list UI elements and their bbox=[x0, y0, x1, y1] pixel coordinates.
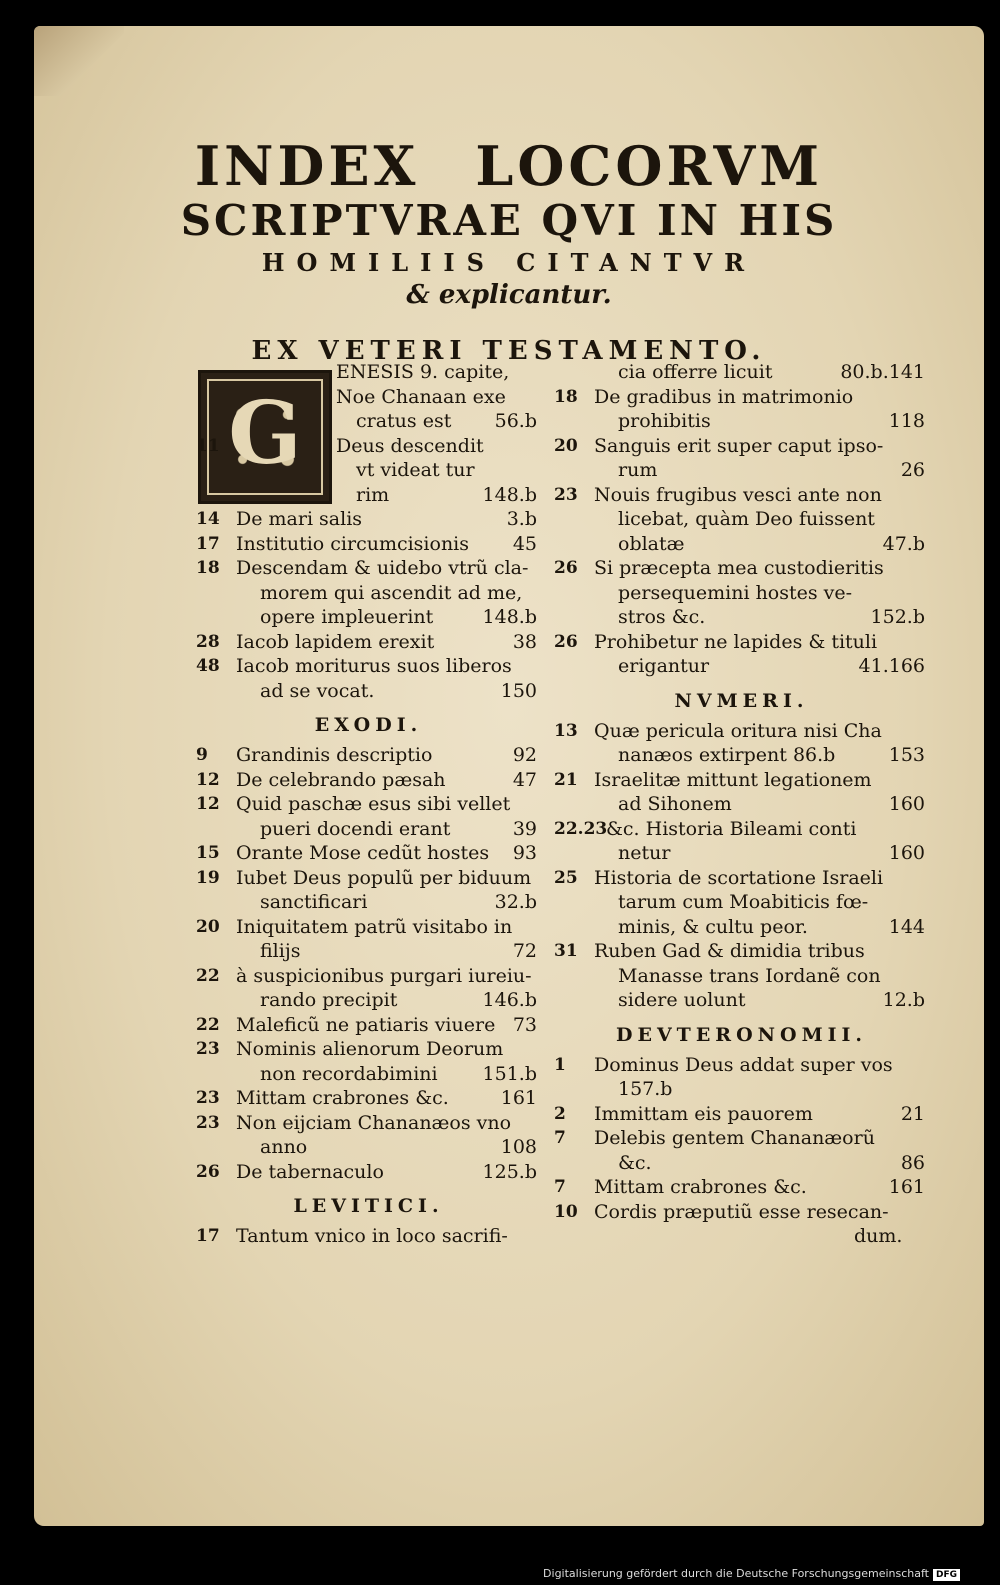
chapter-number: 9 bbox=[196, 745, 208, 765]
page-reference: 144 bbox=[888, 915, 925, 938]
index-entry bbox=[196, 792, 541, 817]
index-entry bbox=[554, 841, 929, 866]
entry-text: cia offerre licuit bbox=[618, 361, 773, 383]
chapter-number: 18 bbox=[196, 558, 220, 578]
index-section-heading: EXODI. bbox=[314, 714, 423, 736]
index-entry bbox=[554, 1151, 929, 1176]
entry-text: Maleficũ ne patiaris viuere bbox=[236, 1013, 496, 1036]
entry-text: pueri docendi erant bbox=[260, 817, 451, 840]
index-entry bbox=[196, 1111, 541, 1136]
chapter-number: 20 bbox=[554, 435, 578, 456]
entry-text: Institutio circumcisionis bbox=[236, 532, 470, 555]
entry-text: Prohibetur ne lapides & tituli bbox=[594, 630, 878, 653]
index-entry bbox=[196, 507, 541, 532]
page-reference: 86 bbox=[900, 1151, 925, 1174]
chapter-number: 22 bbox=[196, 965, 220, 986]
index-entry bbox=[554, 939, 929, 964]
index-entry bbox=[554, 768, 929, 793]
chapter-number: 18 bbox=[554, 386, 578, 407]
title-line-2: SCRIPTVRAE QVI IN HIS bbox=[180, 196, 838, 245]
index-entry bbox=[554, 719, 929, 744]
chapter-number: 28 bbox=[196, 631, 220, 652]
index-entry bbox=[196, 1160, 541, 1185]
index-entry bbox=[554, 915, 929, 940]
entry-text: Deus descendit bbox=[336, 434, 484, 457]
index-section-heading: NVMERI. bbox=[674, 689, 809, 712]
entry-text: ENESIS 9. capite, bbox=[336, 361, 510, 383]
index-entry bbox=[554, 964, 929, 989]
index-entry bbox=[554, 581, 929, 606]
title-line-4: & explicantur. bbox=[406, 280, 612, 310]
page-reference: 32.b bbox=[494, 891, 537, 913]
page-reference: 125.b bbox=[482, 1160, 537, 1183]
page-reference: 45 bbox=[512, 532, 537, 555]
entry-text: Tantum vnico in loco sacrifi- bbox=[236, 1225, 508, 1247]
page-reference: 47.b bbox=[882, 532, 925, 555]
entry-text: Israelitæ mittunt legationem bbox=[594, 768, 872, 791]
chapter-number: 11 bbox=[196, 435, 220, 456]
entry-text: à suspicionibus purgari iureiu- bbox=[236, 964, 532, 987]
entry-text: ad Sihonem bbox=[618, 793, 732, 815]
index-entry bbox=[196, 866, 541, 891]
chapter-number: 12 bbox=[196, 769, 220, 790]
entry-text: Immittam eis pauorem bbox=[594, 1102, 813, 1125]
index-entry bbox=[554, 1053, 929, 1078]
page-reference: 39 bbox=[512, 817, 537, 840]
page-reference: 26 bbox=[900, 459, 925, 481]
index-entry bbox=[554, 1126, 929, 1151]
entry-text: nanæos extirpent 86.b bbox=[618, 744, 836, 766]
entry-text: De tabernaculo bbox=[236, 1160, 384, 1183]
entry-text: Si præcepta mea custodieritis bbox=[594, 557, 884, 579]
page-reference: 118 bbox=[888, 410, 925, 432]
chapter-number: 13 bbox=[554, 720, 578, 741]
index-entry bbox=[554, 458, 929, 483]
entry-text: 157.b bbox=[618, 1078, 673, 1100]
page-reference: 12.b bbox=[882, 989, 925, 1011]
page-reference: 47 bbox=[512, 768, 537, 791]
entry-text: Noe Chanaan exe bbox=[336, 385, 506, 408]
entry-text: Cordis præputiũ esse resecan- bbox=[594, 1200, 889, 1223]
entry-text: prohibitis bbox=[618, 410, 711, 432]
title-line-1 bbox=[34, 134, 984, 198]
index-entry bbox=[196, 1135, 541, 1160]
index-entry bbox=[196, 409, 541, 434]
entry-text: rando precipit bbox=[260, 989, 398, 1011]
page-reference: 153 bbox=[888, 744, 925, 766]
entry-text: Quid paschæ esus sibi vellet bbox=[236, 793, 511, 815]
entry-text: rum bbox=[618, 459, 658, 481]
index-entry bbox=[196, 1224, 541, 1249]
chapter-number: 23 bbox=[196, 1039, 220, 1059]
entry-text: Iacob moriturus suos liberos bbox=[236, 655, 512, 677]
entry-text: Manasse trans Iordanẽ con bbox=[618, 964, 881, 987]
index-entry bbox=[196, 841, 541, 866]
entry-text: Nouis frugibus vesci ante non bbox=[594, 483, 882, 506]
page-reference: 93 bbox=[512, 842, 537, 864]
entry-text: filijs bbox=[260, 940, 301, 962]
entry-text: opere impleuerint bbox=[260, 606, 434, 628]
credit-text: Digitalisierung gefördert durch die Deutsche Forschungsgemeinschaft bbox=[543, 1567, 929, 1580]
entry-text: netur bbox=[618, 842, 671, 864]
index-entry bbox=[554, 1175, 929, 1200]
entry-text: cratus est bbox=[356, 410, 452, 432]
entry-text: morem qui ascendit ad me, bbox=[260, 581, 523, 604]
page-reference: 21 bbox=[900, 1102, 925, 1125]
chapter-number: 26 bbox=[196, 1161, 220, 1182]
entry-text: erigantur bbox=[618, 655, 710, 677]
page-reference: 148.b bbox=[482, 483, 537, 506]
entry-text: De mari salis bbox=[236, 508, 363, 530]
entry-text: rim bbox=[356, 483, 390, 506]
entry-text: stros &c. bbox=[618, 606, 706, 628]
index-entry bbox=[554, 792, 929, 817]
entry-text: &c. Historia Bileami conti bbox=[606, 817, 857, 840]
chapter-number: 14 bbox=[196, 509, 220, 529]
section-heading: EX VETERI TESTAMENTO. bbox=[251, 336, 767, 366]
index-entry bbox=[196, 1062, 541, 1087]
chapter-number: 23 bbox=[554, 484, 578, 505]
entry-text: Nominis alienorum Deorum bbox=[236, 1038, 504, 1060]
index-entry bbox=[554, 743, 929, 768]
dfg-logo: DFG bbox=[933, 1569, 960, 1581]
index-entry bbox=[196, 458, 541, 483]
index-entry bbox=[196, 1037, 541, 1062]
index-entry bbox=[196, 605, 541, 630]
page-reference: 160 bbox=[888, 793, 925, 815]
entry-text: minis, & cultu peor. bbox=[618, 915, 808, 938]
chapter-number: 17 bbox=[196, 533, 220, 554]
chapter-number: 7 bbox=[554, 1177, 566, 1197]
entry-text: Quæ pericula oritura nisi Cha bbox=[594, 719, 882, 742]
page-reference: 41.166 bbox=[858, 655, 925, 677]
chapter-number: 19 bbox=[196, 867, 220, 888]
index-entry bbox=[554, 605, 929, 630]
index-entry bbox=[196, 434, 541, 459]
chapter-number: 22 bbox=[196, 1014, 220, 1035]
index-entry bbox=[554, 866, 929, 891]
entry-text: anno bbox=[260, 1136, 308, 1158]
index-entry bbox=[554, 360, 929, 385]
entry-text: oblatæ bbox=[618, 532, 685, 555]
page-reference: 148.b bbox=[482, 606, 537, 628]
chapter-number: 15 bbox=[196, 843, 220, 863]
chapter-number: 25 bbox=[554, 867, 578, 888]
index-entry bbox=[196, 817, 541, 842]
index-entry bbox=[554, 1200, 929, 1225]
chapter-number: 21 bbox=[554, 769, 578, 790]
right-column bbox=[554, 360, 929, 1249]
index-entry bbox=[554, 434, 929, 459]
page-reference: 146.b bbox=[482, 989, 537, 1011]
index-entry bbox=[196, 385, 541, 410]
entry-text: Iubet Deus populũ per biduum bbox=[236, 866, 532, 889]
page-reference: 160 bbox=[888, 842, 925, 864]
chapter-number: 26 bbox=[554, 558, 578, 578]
entry-text: persequemini hostes ve- bbox=[618, 581, 853, 604]
page-reference: 72 bbox=[512, 940, 537, 962]
index-section-heading: DEVTERONOMII. bbox=[615, 1023, 867, 1046]
entry-text: Orante Mose cedũt hostes bbox=[236, 842, 490, 864]
entry-text: Delebis gentem Chananæorũ bbox=[594, 1127, 875, 1149]
entry-text: ad se vocat. bbox=[260, 679, 375, 702]
entry-text: Iacob lapidem erexit bbox=[236, 630, 435, 653]
page-reference: 151.b bbox=[482, 1062, 537, 1085]
entry-text: Sanguis erit super caput ipso- bbox=[594, 434, 884, 457]
index-entry bbox=[196, 1086, 541, 1111]
entry-text: tarum cum Moabiticis fœ- bbox=[618, 891, 869, 913]
page-reference: 38 bbox=[512, 630, 537, 653]
index-entry bbox=[554, 890, 929, 915]
chapter-number: 10 bbox=[554, 1201, 578, 1222]
entry-text: Non eijciam Chananæos vno bbox=[236, 1111, 512, 1134]
chapter-number: 12 bbox=[196, 794, 220, 814]
index-entry bbox=[196, 964, 541, 989]
initial-letter: G bbox=[228, 383, 302, 484]
index-entry bbox=[554, 1077, 929, 1102]
entry-text: &c. bbox=[618, 1151, 652, 1174]
index-entry bbox=[196, 630, 541, 655]
chapter-number: 2 bbox=[554, 1103, 566, 1124]
index-entry bbox=[554, 1224, 929, 1249]
entry-text: Ruben Gad & dimidia tribus bbox=[594, 940, 865, 962]
index-entry bbox=[196, 556, 541, 581]
page-reference: 73 bbox=[512, 1013, 537, 1036]
index-entry bbox=[554, 630, 929, 655]
entry-text: dum. bbox=[854, 1225, 903, 1247]
entry-text: Descendam & uidebo vtrũ cla- bbox=[236, 557, 529, 579]
index-entry bbox=[554, 1102, 929, 1127]
page-reference: 161 bbox=[888, 1176, 925, 1198]
entry-text: sanctificari bbox=[260, 891, 368, 913]
entry-text: licebat, quàm Deo fuissent bbox=[618, 508, 875, 530]
index-entry bbox=[554, 654, 929, 679]
index-entry bbox=[554, 988, 929, 1013]
index-entry bbox=[196, 988, 541, 1013]
index-entry bbox=[196, 360, 541, 385]
index-entry bbox=[196, 679, 541, 704]
entry-text: vt videat tur bbox=[356, 459, 475, 481]
index-entry bbox=[554, 483, 929, 508]
index-entry bbox=[554, 817, 929, 842]
entry-text: Dominus Deus addat super vos bbox=[594, 1053, 893, 1076]
entry-text: De gradibus in matrimonio bbox=[594, 385, 854, 408]
entry-text: sidere uolunt bbox=[618, 989, 746, 1011]
index-entry bbox=[196, 915, 541, 940]
page-reference: 56.b bbox=[494, 410, 537, 432]
chapter-number: 17 bbox=[196, 1226, 220, 1246]
entry-text: De celebrando pæsah bbox=[236, 768, 446, 791]
entry-text: non recordabimini bbox=[260, 1062, 438, 1085]
chapter-number: 23 bbox=[196, 1088, 220, 1108]
digitization-credit bbox=[543, 1567, 960, 1581]
title-word-index: INDEX bbox=[194, 134, 420, 198]
chapter-number: 23 bbox=[196, 1112, 220, 1133]
index-entry bbox=[196, 532, 541, 557]
index-entry bbox=[196, 581, 541, 606]
chapter-number: 1 bbox=[554, 1054, 566, 1075]
index-entry bbox=[196, 743, 541, 768]
index-entry bbox=[196, 939, 541, 964]
page-reference: 152.b bbox=[870, 606, 925, 628]
page-reference: 3.b bbox=[506, 508, 537, 530]
chapter-number: 31 bbox=[554, 941, 578, 961]
index-entry bbox=[554, 385, 929, 410]
chapter-number: 22.23 bbox=[554, 818, 608, 839]
chapter-number: 48 bbox=[196, 656, 220, 676]
page-reference: 80.b.141 bbox=[840, 361, 925, 383]
entry-text: Iniquitatem patrũ visitabo in bbox=[236, 915, 513, 938]
page-reference: 150 bbox=[500, 679, 537, 702]
index-entry bbox=[196, 483, 541, 508]
page-reference: 92 bbox=[512, 744, 537, 766]
page-reference: 108 bbox=[500, 1136, 537, 1158]
title-word-locorum: LOCORVM bbox=[475, 134, 824, 198]
index-entry bbox=[554, 507, 929, 532]
entry-text: Mittam crabrones &c. bbox=[236, 1087, 449, 1109]
title-line-3: HOMILIIS CITANTVR bbox=[261, 248, 757, 277]
index-entry bbox=[554, 532, 929, 557]
chapter-number: 7 bbox=[554, 1128, 566, 1148]
index-entry bbox=[196, 1013, 541, 1038]
index-section-heading: LEVITICI. bbox=[293, 1195, 444, 1217]
index-entry bbox=[196, 890, 541, 915]
entry-text: Grandinis descriptio bbox=[236, 744, 433, 766]
entry-text: Historia de scortatione Israeli bbox=[594, 866, 884, 889]
left-column bbox=[196, 360, 541, 1249]
index-entry bbox=[554, 409, 929, 434]
entry-text: Mittam crabrones &c. bbox=[594, 1176, 807, 1198]
index-entry bbox=[196, 654, 541, 679]
chapter-number: 20 bbox=[196, 916, 220, 937]
index-entry bbox=[196, 768, 541, 793]
page-reference: 161 bbox=[500, 1087, 537, 1109]
index-entry bbox=[554, 556, 929, 581]
chapter-number: 26 bbox=[554, 631, 578, 652]
